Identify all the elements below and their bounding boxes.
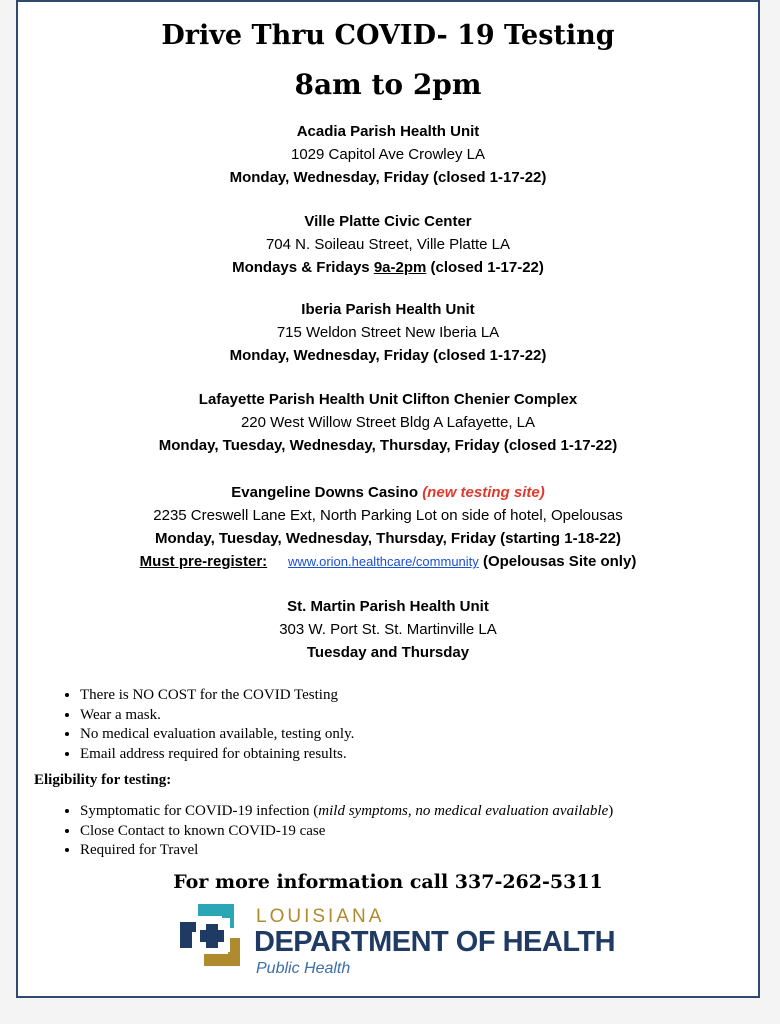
ldh-cross-icon xyxy=(180,904,244,968)
list-item: • Email address required for obtaining results. xyxy=(80,745,354,765)
site-address: 715 Weldon Street New Iberia LA xyxy=(276,324,500,341)
site-lafayette xyxy=(18,388,758,457)
site-acadia xyxy=(18,120,758,189)
list-item: • Wear a mask. xyxy=(80,706,354,726)
site-st-martin xyxy=(18,595,758,664)
logo-division: Public Health xyxy=(256,960,351,977)
new-site-tag: (new testing site) xyxy=(422,484,545,501)
list-item: • Close Contact to known COVID-19 case xyxy=(80,822,613,842)
list-item xyxy=(80,802,613,822)
site-schedule xyxy=(18,256,758,279)
site-address: 220 West Willow Street Bldg A Lafayette, LA xyxy=(240,414,536,431)
site-address: 2235 Creswell Lane Ext, North Parking Lot on side of hotel, Opelousas xyxy=(153,507,623,524)
site-schedule: Tuesday and Thursday xyxy=(306,644,470,661)
site-address: 704 N. Soileau Street, Ville Platte LA xyxy=(265,236,511,253)
pre-register-line xyxy=(18,550,758,573)
site-name: Ville Platte Civic Center xyxy=(304,213,472,230)
item-italic: mild symptoms, no medical evaluation available xyxy=(318,803,609,819)
item-text: Symptomatic for COVID-19 infection ( xyxy=(80,803,319,819)
logo-department: DEPARTMENT OF HEALTH xyxy=(254,926,616,958)
pre-register-label: Must pre-register: xyxy=(139,553,268,570)
site-name-line xyxy=(18,481,758,504)
logo-state: LOUISIANA xyxy=(256,906,385,927)
site-ville-platte xyxy=(18,210,758,279)
pre-register-note: (Opelousas Site only) xyxy=(482,553,637,570)
site-schedule: Monday, Tuesday, Wednesday, Thursday, Friday (starting 1-18-22) xyxy=(155,530,621,547)
schedule-hours: 9a-2pm xyxy=(373,259,427,276)
site-name: Iberia Parish Health Unit xyxy=(301,301,475,318)
list-item: • Required for Travel xyxy=(80,841,613,861)
flyer-page xyxy=(16,0,760,998)
schedule-days: Mondays & Fridays xyxy=(232,259,374,276)
site-evangeline-downs xyxy=(18,481,758,573)
list-item: • There is NO COST for the COVID Testing xyxy=(80,686,354,706)
site-address: 1029 Capitol Ave Crowley LA xyxy=(290,146,485,163)
site-schedule: Monday, Wednesday, Friday (closed 1-17-22) xyxy=(229,169,547,186)
site-name: Lafayette Parish Health Unit Clifton Chenier Complex xyxy=(198,391,578,408)
site-name: Acadia Parish Health Unit xyxy=(296,123,480,140)
site-iberia xyxy=(18,298,758,367)
contact-info: For more information call 337-262-5311 xyxy=(173,871,603,893)
item-close: ) xyxy=(608,803,614,819)
testing-notes-list xyxy=(52,686,354,764)
flyer-title: Drive Thru COVID- 19 Testing xyxy=(161,20,615,51)
testing-hours: 8am to 2pm xyxy=(294,68,482,101)
site-schedule: Monday, Tuesday, Wednesday, Thursday, Friday (closed 1-17-22) xyxy=(158,437,618,454)
schedule-closed: (closed 1-17-22) xyxy=(426,259,544,276)
site-schedule: Monday, Wednesday, Friday (closed 1-17-22) xyxy=(229,347,547,364)
pre-register-link[interactable]: www.orion.healthcare/community xyxy=(288,554,479,569)
site-address: 303 W. Port St. St. Martinville LA xyxy=(279,621,497,638)
ldh-logo xyxy=(180,902,620,984)
eligibility-heading: Eligibility for testing: xyxy=(34,772,172,788)
eligibility-list xyxy=(52,802,613,861)
list-item: • No medical evaluation available, testing only. xyxy=(80,725,354,745)
site-name: Evangeline Downs Casino xyxy=(231,484,419,501)
site-name: St. Martin Parish Health Unit xyxy=(287,598,489,615)
